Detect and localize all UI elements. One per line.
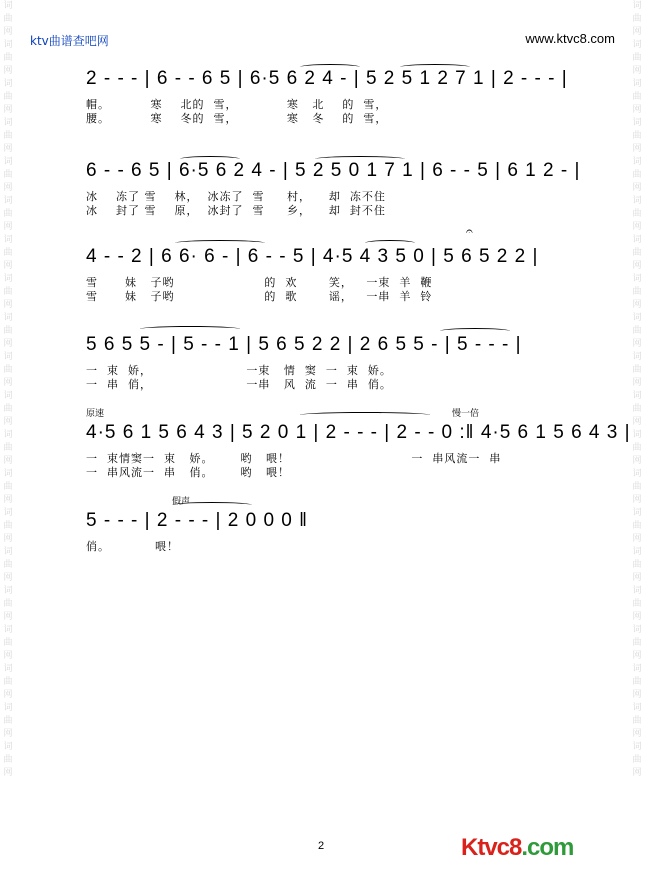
watermark-left: 词曲网词曲网词曲网词曲网词曲网词曲网词曲网词曲网词曲网词曲网词曲网词曲网词曲网词曲网词曲网词曲网词曲网词曲网词曲网词曲网	[3, 1, 13, 778]
notation-line: 4 - - 2 | 6 6· 6 - | 6 - - 5 | 4·5 4 3 5 0 | 5 6 5 2 2 |	[86, 246, 539, 267]
page-number: 2	[318, 840, 325, 852]
lyrics-verse-1: 雪 妹 子哟 的 欢 笑， 一束 羊 鞭	[86, 276, 433, 289]
notation-line: 2 - - - | 6 - - 6 5 | 6·5 6 2 4 - | 5 2 5 1 2 7 1 | 2 - - - |	[86, 68, 568, 89]
lyrics-verse-2: 一 串风流一 串 俏。 哟 喂！	[86, 466, 290, 479]
notation-line: 5 - - - | 2 - - - | 2 0 0 0 ‖	[86, 510, 308, 531]
site-name[interactable]: ktv曲谱查吧网	[30, 34, 109, 48]
lyrics-verse-2: 冰 封了 雪 原， 冰封了 雪 乡， 却 封不住	[86, 204, 386, 217]
score-system-4	[0, 326, 645, 406]
slur-mark	[300, 412, 430, 418]
fermata-mark: 𝄐	[466, 224, 473, 238]
score-system-6	[0, 494, 645, 574]
notation-line: 5 6 5 5 - | 5 - - 1 | 5 6 5 2 2 | 2 6 5 5 - | 5 - - - |	[86, 334, 522, 355]
lyrics-verse-1: 帽。 寒 北的 雪， 寒 北 的 雪，	[86, 98, 388, 111]
lyrics-verse-2: 雪 妹 子哟 的 歌 谣， 一串 羊 铃	[86, 290, 433, 303]
lyrics-verse-2: 一 串 俏， 一串 风 流 一 串 俏。	[86, 378, 392, 391]
score-system-1	[0, 60, 645, 140]
lyrics-verse-1: 一 束 娇， 一束 情 窦 一 束 娇。	[86, 364, 392, 377]
logo-text-domain: .com	[521, 834, 574, 861]
notation-line: 4·5 6 1 5 6 4 3 | 5 2 0 1 | 2 - - - | 2 - - 0 :‖ 4·5 6 1 5 6 4 3 |	[86, 422, 631, 443]
lyrics-verse-1: 俏。 喂！	[86, 540, 179, 553]
lyrics-verse-2: 腰。 寒 冬的 雪， 寒 冬 的 雪，	[86, 112, 388, 125]
site-url[interactable]: www.ktvc8.com	[525, 31, 615, 46]
watermark-right: 词曲网词曲网词曲网词曲网词曲网词曲网词曲网词曲网词曲网词曲网词曲网词曲网词曲网词曲网词曲网词曲网词曲网词曲网词曲网词曲网	[632, 1, 642, 778]
slur-mark	[140, 326, 240, 332]
slur-mark	[172, 502, 252, 508]
tempo-marking: 假声	[172, 497, 191, 507]
lyrics-verse-1: 冰 冻了 雪 林， 冰冻了 雪 村， 却 冻不住	[86, 190, 386, 203]
tempo-marking: 慢一倍	[452, 409, 480, 419]
score-system-5	[0, 408, 645, 488]
score-system-3	[0, 224, 645, 318]
score-system-2	[0, 152, 645, 232]
notation-line: 6 - - 6 5 | 6·5 6 2 4 - | 5 2 5 0 1 7 1 | 6 - - 5 | 6 1 2 - |	[86, 160, 581, 181]
site-logo[interactable]	[461, 834, 573, 862]
logo-text-main: Ktvc8	[461, 834, 522, 861]
lyrics-verse-1: 一 束情窦一 束 娇。 哟 喂！ 一 串风流一 串	[86, 452, 502, 465]
tempo-marking: 原速	[86, 409, 105, 419]
